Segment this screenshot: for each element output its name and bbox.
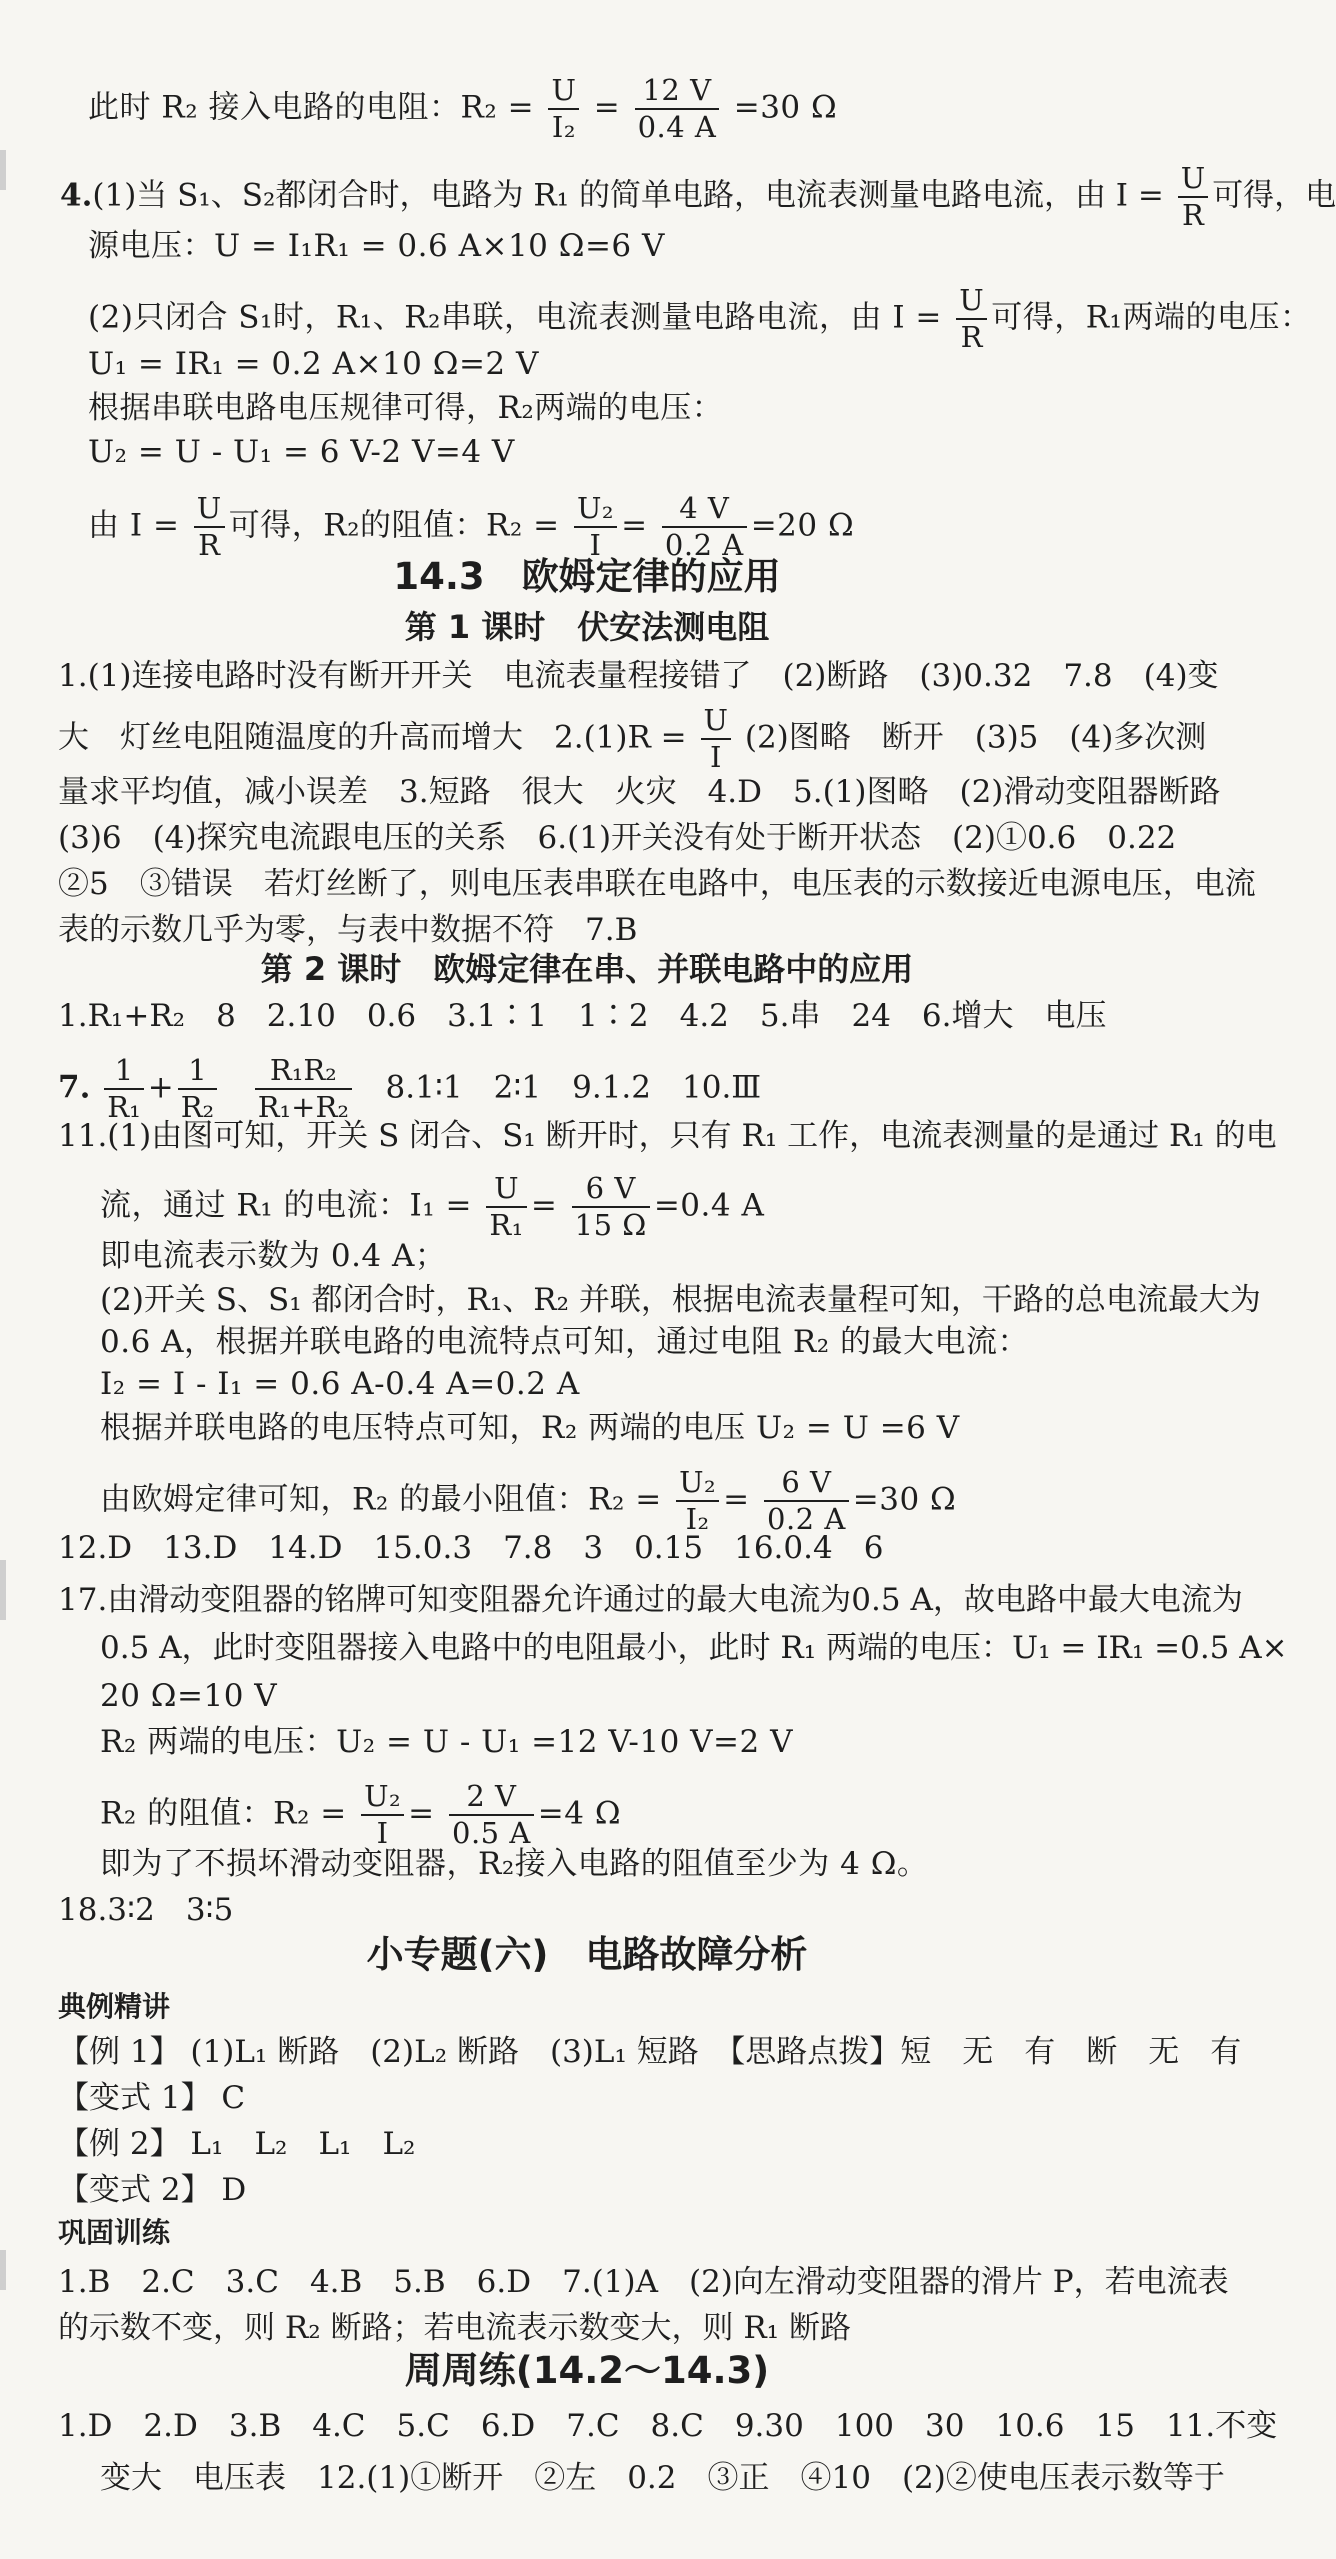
numerator: 1: [114, 1053, 134, 1087]
numerator: 2 V: [466, 1779, 517, 1813]
answer-line: [58, 703, 1207, 774]
answer-line: 1.B 2.C 3.C 4.B 5.B 6.D 7.(1)A (2)向左滑动变阻器的滑片 P，若电流表: [58, 2264, 1229, 2300]
text: 8.1∶1 2∶1 9.1.2 10.Ⅲ: [385, 1069, 762, 1106]
section-title: 周周练(14.2～14.3): [404, 2349, 770, 2392]
answer-line: 1.(1)连接电路时没有断开开关 电流表量程接错了 (2)断路 (3)0.32 7.8 (4)变: [58, 658, 1219, 694]
denominator: I: [701, 738, 731, 772]
scan-edge-mark: [0, 2250, 6, 2290]
answer-line: 即为了不损坏滑动变阻器，R₂接入电路的阻值至少为 4 Ω。: [100, 1846, 929, 1882]
answer-line: 【例 2】 L₁ L₂ L₁ L₂: [58, 2126, 416, 2162]
text: 由欧姆定律可知，R₂ 的最小阻值：R₂ =: [100, 1481, 662, 1518]
numerator: 1: [188, 1053, 207, 1087]
fraction: [255, 1053, 352, 1124]
answer-line: 11.(1)由图可知，开关 S 闭合、S₁ 断开时，只有 R₁ 工作，电流表测量的是通过 R₁ 的电: [58, 1118, 1277, 1154]
lesson-subtitle: 第 1 课时 伏安法测电阻: [404, 608, 770, 646]
text: (1)当 S₁、S₂都闭合时，电路为 R₁ 的简单电路，电流表测量电路电流，由 I =: [92, 177, 1164, 214]
answer-line: 根据并联电路的电压特点可知，R₂ 两端的电压 U₂ = U =6 V: [100, 1410, 960, 1446]
text: =: [723, 1481, 750, 1518]
answer-line: 即电流表示数为 0.4 A；: [100, 1238, 447, 1274]
fraction: [104, 1053, 143, 1124]
answer-line: 0.6 A，根据并联电路的电流特点可知，通过电阻 R₂ 的最大电流：: [100, 1324, 1030, 1360]
denominator: 0.4 A: [635, 108, 720, 142]
denominator: R: [194, 526, 225, 560]
lesson-subtitle: 第 2 课时 欧姆定律在串、并联电路中的应用: [260, 950, 914, 988]
text: =: [530, 1187, 558, 1224]
text: =: [408, 1795, 435, 1832]
answer-line: 表的示数几乎为零，与表中数据不符 7.B: [58, 912, 638, 948]
answer-line: 变大 电压表 12.(1)①断开 ②左 0.2 ③正 ④10 (2)②使电压表示数等于: [100, 2460, 1225, 2496]
text: +: [147, 1069, 174, 1106]
fraction: [194, 491, 225, 562]
answer-line: 0.5 A，此时变阻器接入电路中的电阻最小，此时 R₁ 两端的电压：U₁ = IR₁ =0.5 A×: [100, 1630, 1288, 1666]
text: 此时 R₂ 接入电路的电阻：R₂ =: [88, 89, 535, 126]
denominator: I₂: [548, 108, 579, 142]
numerator: 4 V: [679, 491, 730, 525]
answer-line: 量求平均值，减小误差 3.短路 很大 火灾 4.D 5.(1)图略 (2)滑动变阻器断路: [58, 774, 1221, 810]
numerator: U: [551, 73, 577, 107]
question-number: 4.: [60, 177, 93, 214]
text: 可得，R₁两端的电压：: [991, 299, 1312, 336]
fraction: [956, 283, 987, 354]
text: =: [593, 89, 621, 126]
answer-line: 12.D 13.D 14.D 15.0.3 7.8 3 0.15 16.0.4 6: [58, 1530, 884, 1566]
numerator: U₂: [576, 491, 615, 525]
numerator: U: [196, 491, 222, 525]
text: =20 Ω: [750, 507, 855, 544]
answer-line: [58, 1053, 762, 1124]
denominator: R₂: [178, 1088, 217, 1122]
answer-line: 源电压：U = I₁R₁ = 0.6 A×10 Ω=6 V: [88, 228, 665, 264]
text: =30 Ω: [852, 1481, 957, 1518]
answer-line: [60, 161, 1336, 232]
text: =4 Ω: [537, 1795, 622, 1832]
answer-line: [100, 1465, 957, 1536]
fraction: [1178, 161, 1208, 232]
fraction: [764, 1465, 849, 1536]
answer-line: [100, 1779, 622, 1850]
numerator: U: [703, 703, 728, 737]
fraction: [662, 491, 747, 562]
denominator: R₁: [104, 1088, 143, 1122]
answer-line: [100, 1171, 765, 1242]
numerator: U: [959, 283, 985, 317]
numerator: U: [494, 1171, 520, 1205]
subsection-label: 巩固训练: [58, 2216, 171, 2249]
text: (2)只闭合 S₁时，R₁、R₂串联，电流表测量电路电流，由 I =: [88, 299, 942, 336]
text: (2)图略 断开 (3)5 (4)多次测: [744, 719, 1207, 756]
fraction: [361, 1779, 404, 1850]
fraction: [449, 1779, 534, 1850]
answer-line: 【变式 2】 D: [58, 2172, 247, 2208]
answer-line: 【例 1】 (1)L₁ 断路 (2)L₂ 断路 (3)L₁ 短路 【思路点拨】短 无 有 断 无 有: [58, 2034, 1242, 2070]
text: =30 Ω: [733, 89, 838, 126]
numerator: R₁R₂: [269, 1053, 337, 1087]
scan-edge-mark: [0, 1560, 6, 1620]
denominator: R₁+R₂: [255, 1088, 352, 1122]
answer-line: I₂ = I - I₁ = 0.6 A-0.4 A=0.2 A: [100, 1366, 580, 1402]
fraction: [178, 1053, 217, 1124]
denominator: R: [956, 318, 987, 352]
fraction: [486, 1171, 526, 1242]
answer-line: 的示数不变，则 R₂ 断路；若电流表示数变大，则 R₁ 断路: [58, 2310, 851, 2346]
answer-line: [88, 73, 838, 144]
numerator: U: [1180, 161, 1206, 195]
numerator: 6 V: [585, 1171, 636, 1205]
denominator: R: [1178, 196, 1208, 230]
answer-line: (2)开关 S、S₁ 都闭合时，R₁、R₂ 并联，根据电流表量程可知，干路的总电流最大为: [100, 1282, 1261, 1318]
answer-line: ②5 ③错误 若灯丝断了，则电压表串联在电路中，电压表的示数接近电源电压，电流: [58, 866, 1256, 902]
section-title: 小专题(六) 电路故障分析: [366, 1933, 808, 1976]
fraction: [574, 491, 617, 562]
answer-line: R₂ 两端的电压：U₂ = U - U₁ =12 V-10 V=2 V: [100, 1724, 793, 1760]
denominator: I₂: [676, 1500, 719, 1534]
answer-line: U₂ = U - U₁ = 6 V-2 V=4 V: [88, 434, 515, 470]
fraction: [676, 1465, 719, 1536]
fraction: [635, 73, 720, 144]
text: 可得，电: [1212, 177, 1336, 214]
text: 大 灯丝电阻随温度的升高而增大 2.(1)R =: [58, 719, 687, 756]
denominator: 0.5 A: [449, 1814, 534, 1848]
answer-line: U₁ = IR₁ = 0.2 A×10 Ω=2 V: [88, 346, 539, 382]
denominator: I: [361, 1814, 404, 1848]
fraction: [701, 703, 731, 774]
text: R₂ 的阻值：R₂ =: [100, 1795, 347, 1832]
denominator: I: [574, 526, 617, 560]
numerator: 12 V: [642, 73, 712, 107]
denominator: 15 Ω: [572, 1206, 650, 1240]
answer-line: 1.D 2.D 3.B 4.C 5.C 6.D 7.C 8.C 9.30 100 30 10.6 15 11.不变: [58, 2408, 1278, 2444]
answer-line: 17.由滑动变阻器的铭牌可知变阻器允许通过的最大电流为0.5 A，故电路中最大电流为: [58, 1582, 1243, 1618]
answer-line: 1.R₁+R₂ 8 2.10 0.6 3.1∶1 1∶2 4.2 5.串 24 6.增大 电压: [58, 998, 1107, 1034]
numerator: 6 V: [781, 1465, 832, 1499]
answer-line: 18.3∶2 3∶5: [58, 1892, 234, 1928]
fraction: [572, 1171, 650, 1242]
denominator: R₁: [486, 1206, 526, 1240]
subsection-label: 典例精讲: [58, 1990, 171, 2023]
scan-edge-mark: [0, 150, 6, 190]
answer-line: 根据串联电路电压规律可得，R₂两端的电压：: [88, 390, 724, 426]
answer-line: (3)6 (4)探究电流跟电压的关系 6.(1)开关没有处于断开状态 (2)①0.6 0.22: [58, 820, 1177, 856]
answer-line: [88, 491, 855, 562]
numerator: U₂: [364, 1779, 402, 1813]
answer-line: 20 Ω=10 V: [100, 1678, 278, 1714]
text: =0.4 A: [653, 1187, 765, 1224]
denominator: 0.2 A: [662, 526, 747, 560]
numerator: U₂: [679, 1465, 717, 1499]
answer-line: 【变式 1】 C: [58, 2080, 246, 2116]
text: 由 I =: [88, 507, 180, 544]
text: =: [621, 507, 648, 544]
fraction: [548, 73, 579, 144]
denominator: 0.2 A: [764, 1500, 849, 1534]
question-number: 7.: [58, 1069, 91, 1106]
text: 流，通过 R₁ 的电流：I₁ =: [100, 1187, 472, 1224]
answer-line: [88, 283, 1312, 354]
section-title: 14.3 欧姆定律的应用: [393, 555, 781, 598]
text: 可得，R₂的阻值：R₂ =: [228, 507, 560, 544]
